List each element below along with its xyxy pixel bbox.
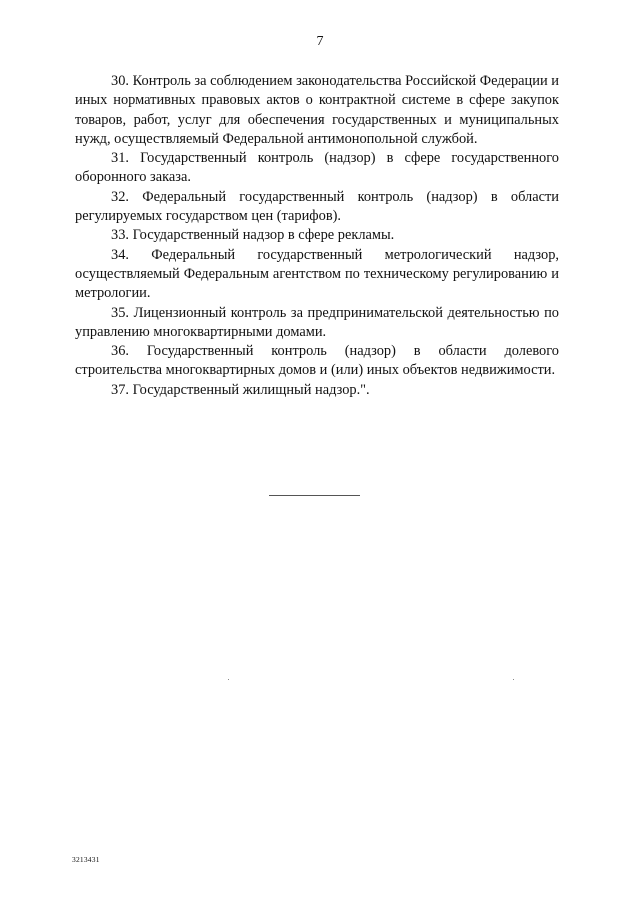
end-separator-line: [269, 495, 360, 496]
scan-dot-mark: [228, 679, 229, 680]
paragraph-item-32: 32. Федеральный государственный контроль (надзор) в области регулируемых государством цен (тарифов).: [75, 188, 559, 225]
page-number: 7: [316, 34, 324, 49]
document-body: [75, 72, 559, 400]
paragraph-item-36: 36. Государственный контроль (надзор) в области долевого строительства многоквартирных домов и (или) иных объектов недвижимости.: [75, 343, 559, 379]
paragraph-item-34: 34. Федеральный государственный метрологический надзор, осуществляемый Федеральным агентством по техническому регулированию и метрологии.: [75, 246, 559, 302]
paragraph-item-30: 30. Контроль за соблюдением законодательства Российской Федерации и иных нормативных правовых актов о контрактной системе в сфере закупок товаров, работ, услуг для обеспечения государственных и муниципальных нужд, осуществляемый Федеральной антимонопольной службой.: [75, 73, 559, 147]
paragraph-item-33: 33. Государственный надзор в сфере рекламы.: [111, 227, 395, 244]
paragraph-item-37: 37. Государственный жилищный надзор.".: [111, 381, 370, 398]
paragraph-item-35: 35. Лицензионный контроль за предпринимательской деятельностью по управлению многоквартирными домами.: [75, 304, 559, 340]
scan-dot-mark: [513, 679, 514, 680]
document-code: 3213431: [72, 855, 100, 864]
paragraph-item-31: 31. Государственный контроль (надзор) в сфере государственного оборонного заказа.: [75, 150, 559, 186]
